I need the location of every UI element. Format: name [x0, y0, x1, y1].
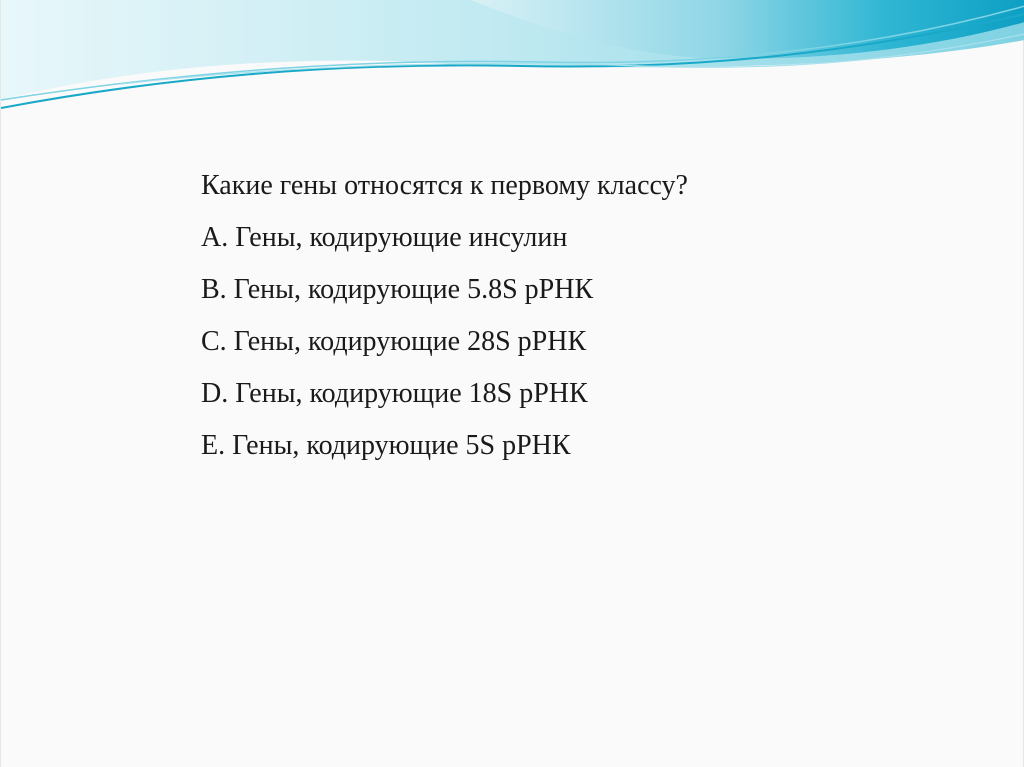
slide-content [201, 160, 961, 472]
option-d: D. Гены, кодирующие 18S рРНК [201, 378, 588, 409]
option-b: В. Гены, кодирующие 5.8S рРНК [201, 274, 594, 305]
question-text: Какие гены относятся к первому классу? [201, 170, 688, 201]
header-wave-decoration [1, 0, 1024, 130]
option-e: Е. Гены, кодирующие 5S рРНК [201, 430, 571, 461]
option-a: А. Гены, кодирующие инсулин [201, 222, 568, 253]
option-c: С. Гены, кодирующие 28S рРНК [201, 326, 587, 357]
